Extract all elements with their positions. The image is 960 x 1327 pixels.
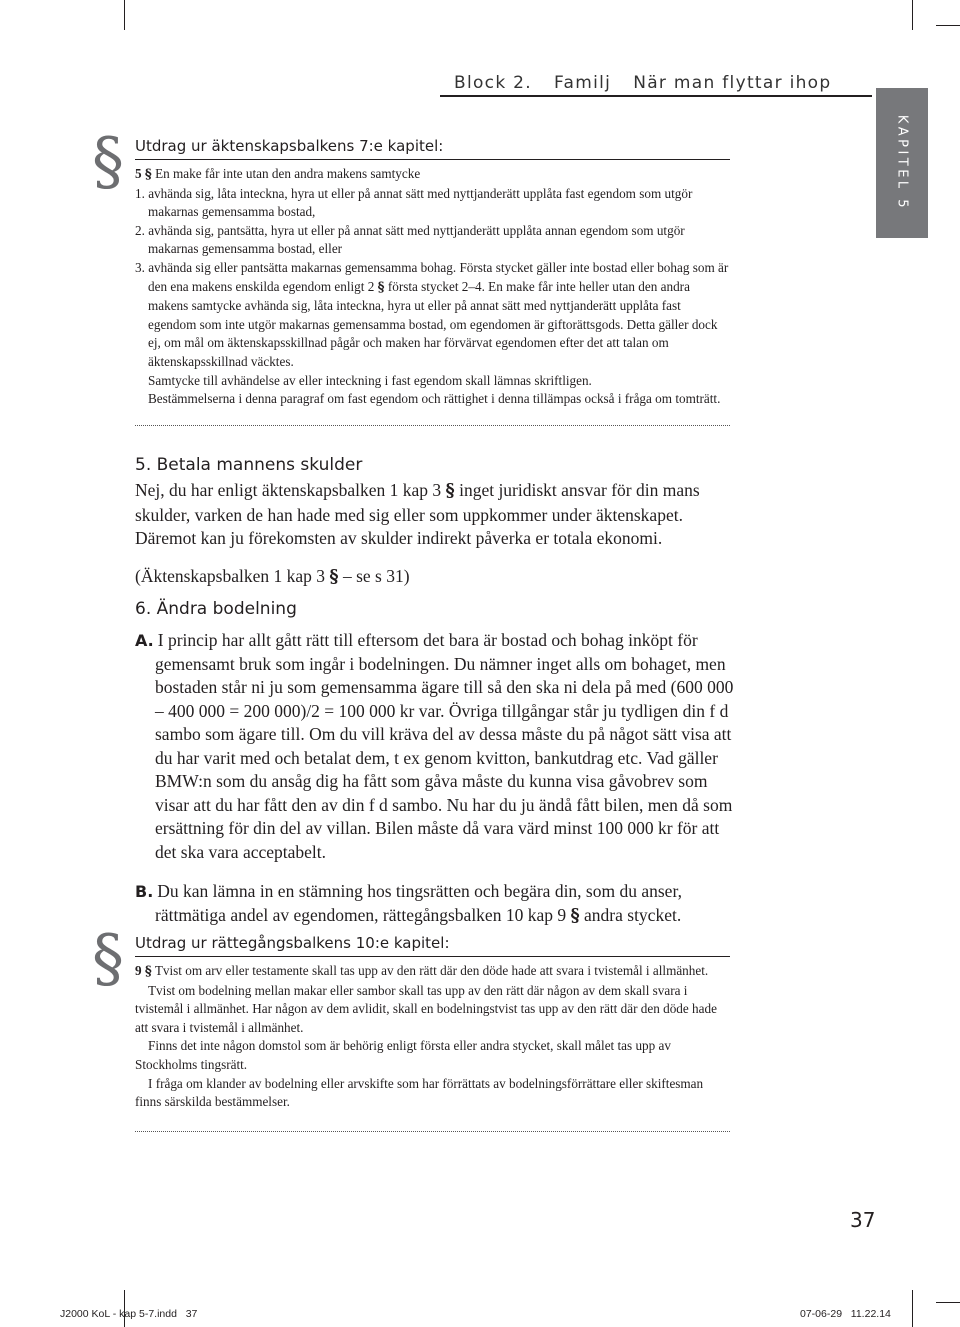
- law1-heading-rule: [135, 159, 730, 160]
- section5-title: 5. Betala mannens skulder: [135, 455, 363, 475]
- law1-heading: Utdrag ur äktenskapsbalkens 7:e kapitel:: [135, 137, 444, 155]
- footer-timestamp: 07-06-29 11.22.14: [800, 1308, 891, 1320]
- crop-mark: [936, 25, 960, 26]
- law2-text: [135, 962, 730, 1112]
- chapter-side-tab: [876, 88, 928, 238]
- law2-paragraph-3: Finns det inte någon domstol som är behörig enligt första eller andra stycket, skall målet tas upp av Stockholms tingsrätt.: [135, 1038, 671, 1072]
- law1-item-1: 1. avhända sig, låta inteckna, hyra ut eller på annat sätt med nyttjanderätt upplåta fast egendom som utgör makarnas gemensamma bostad,: [135, 185, 693, 220]
- law1-item-2: 2. avhända sig, pantsätta, hyra ut eller på annat sätt med nyttjanderätt upplåta annan egendom som utgör makarnas gemensamma bostad, eller: [135, 222, 685, 257]
- chapter-tab-label: KAPITEL 5: [894, 114, 910, 212]
- page-number: 37: [850, 1208, 876, 1232]
- section5-body: [135, 479, 735, 589]
- running-header: [454, 73, 853, 93]
- law1-bottom-rule: [135, 425, 730, 426]
- law1-item-3: 3. avhända sig eller pantsätta makarnas gemensamma bohag. Första stycket gäller inte bostad eller bohag som är den ena makens enskilda egendom enligt 2: [135, 259, 729, 294]
- law2-section-sign: §: [144, 964, 152, 979]
- law1-text: [135, 165, 730, 409]
- law1-section-num: 5: [135, 166, 142, 181]
- header-block: Block 2.: [454, 73, 533, 93]
- law2-bottom-rule: [135, 1131, 730, 1132]
- section6-a-label: A.: [135, 631, 154, 650]
- section6-b-text-b: andra stycket.: [584, 904, 682, 925]
- crop-mark: [912, 0, 913, 30]
- section-sign-icon: §: [92, 125, 124, 199]
- section5-ref-a: (Äktenskapsbalken 1 kap 3: [135, 565, 326, 586]
- law1-paragraph-2: Samtycke till avhändelse av eller inteckning i fast egendom skall lämnas skriftligen.: [148, 372, 592, 388]
- crop-mark: [124, 0, 125, 30]
- law1-section-sign: §: [144, 167, 152, 182]
- section5-ref-b: – se s 31): [342, 565, 410, 586]
- law2-paragraph-1: Tvist om arv eller testamente skall tas upp av den rätt där den döde hade att svara i tvistemål i allmänhet.: [154, 963, 709, 978]
- section5-text-b: inget juridiskt ansvar för din mans skulder, varken de han hade med sig eller som uppkommer under äktenskapet. Däremot kan ju förekomsten av skulder indirekt påverka er totala ekonomi.: [135, 480, 700, 548]
- section-sign-icon: §: [92, 922, 124, 996]
- law2-section-num: 9: [135, 963, 142, 978]
- header-chapter-title: När man flyttar ihop: [633, 73, 832, 93]
- law1-item-3-section-sign: §: [377, 279, 385, 295]
- law2-heading-rule: [135, 956, 730, 957]
- law1-intro: En make får inte utan den andra makens samtycke: [155, 166, 421, 181]
- section6-a-text: I princip har allt gått rätt till eftersom det bara är bostad och bohag inköpt för gemensamt bruk som ingår i bodelningen. Du nämner inget alls om bohaget, men bostaden står ni ju som gemensamma ägare till så den ska ni dela på med (600 000 – 400 000 = 200 000)/2 = 100 000 kr var. Övriga tillgångar står ju tydligen din f d sambo som ägare till. Om du vill kräva del av dessa måste du på något sätt visa att du har varit med och betalat dem, t ex genom kvitton, bankutdrag etc. Vad gäller BMW:n som du ansåg dig ha fått som gåva måste du kunna visa gåvobrev som visar att du har fått den av din f d sambo. Nu har du ju ändå fått bilen, men då som ersättning för din del av villan. Bilen måste då vara värd minst 100 000 kr för att det ska vara acceptabelt.: [155, 630, 734, 862]
- law1-paragraph-3: Bestämmelserna i denna paragraf om fast egendom och rättighet i denna tillämpas också i fråga om tomträtt.: [148, 391, 721, 407]
- crop-mark: [912, 1290, 913, 1327]
- section6-title: 6. Ändra bodelning: [135, 599, 297, 619]
- section6-b-label: B.: [135, 882, 154, 901]
- section5-section-sign: §: [445, 481, 455, 501]
- header-family: Familj: [554, 73, 612, 93]
- section5-text-a: Nej, du har enligt äktenskapsbalken 1 kap 3: [135, 480, 442, 500]
- law2-heading: Utdrag ur rättegångsbalkens 10:e kapitel:: [135, 934, 450, 952]
- law2-paragraph-4: I fråga om klander av bodelning eller arvskifte som har förrättats av bodelningsförrättare eller skiftesman finns särskilda bestämmelser.: [135, 1075, 704, 1110]
- footer-file-info: J2000 KoL - kap 5-7.indd 37: [60, 1308, 198, 1320]
- section6-body: [135, 629, 735, 928]
- law1-item-3-continued: första stycket 2–4. En make får inte heller utan den andra makens samtycke avhända sig, låta inteckna, hyra ut eller på annat sätt med nyttjanderätt upplåta fast egendom som inte utgör makarnas gemensamma bostad, om egendomen är giftorättsgods. Detta gäller dock ej, om mål om äktenskapsskillnad pågår och maken har förvärvat egendomen efter det att talan om äktenskapsskillnad väcktes.: [148, 278, 718, 369]
- section5-ref-section-sign: §: [329, 566, 339, 587]
- law2-paragraph-2: Tvist om bodelning mellan makar eller sambor skall tas upp av den rätt där någon av dem skall svara i tvistemål i allmänhet. Har någon av dem avlidit, skall en bodelningstvist tas upp av den rätt där den döde hade att svara i tvistemål i allmänhet.: [135, 982, 717, 1035]
- section6-b-text-a: Du kan lämna in en stämning hos tingsrätten och begära din, som du anser, rättmätiga andel av egendomen, rättegångsbalken 10 kap 9: [155, 881, 682, 925]
- crop-mark: [936, 1302, 960, 1303]
- section6-b-section-sign: §: [570, 905, 580, 926]
- header-rule: [440, 95, 872, 97]
